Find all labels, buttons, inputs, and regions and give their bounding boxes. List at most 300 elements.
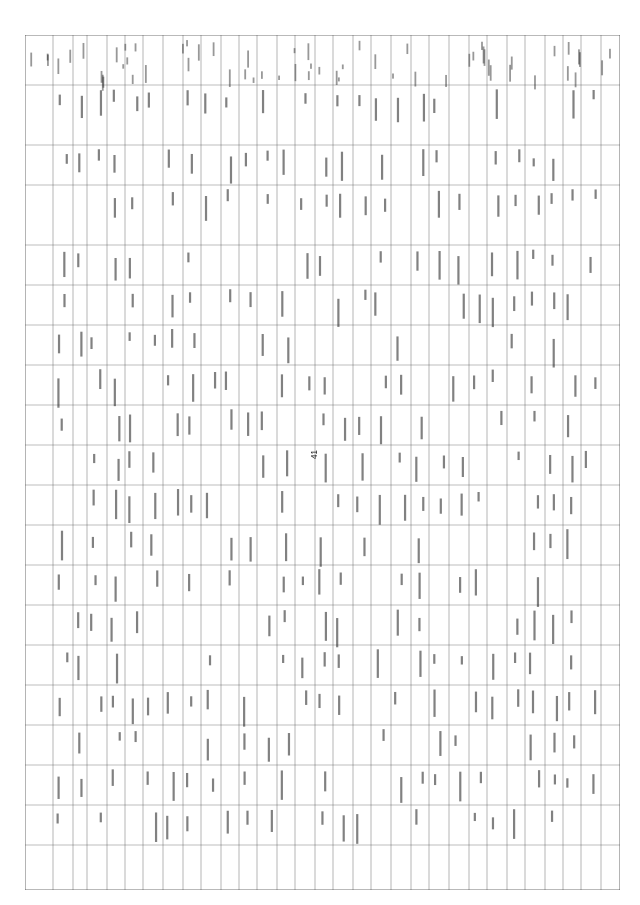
- text-mark: [80, 332, 82, 357]
- text-mark: [250, 537, 252, 562]
- text-mark: [81, 96, 83, 118]
- text-mark: [445, 75, 447, 87]
- text-mark: [365, 196, 367, 215]
- text-mark: [550, 193, 552, 204]
- text-mark: [394, 692, 396, 705]
- text-mark: [131, 197, 133, 209]
- text-mark: [400, 375, 402, 395]
- text-mark: [375, 98, 377, 120]
- text-mark: [114, 379, 116, 406]
- text-mark: [397, 610, 399, 636]
- text-mark: [419, 573, 421, 599]
- text-mark: [406, 44, 408, 54]
- text-mark: [193, 333, 195, 348]
- text-mark: [419, 651, 421, 677]
- text-mark: [154, 493, 156, 519]
- text-mark: [103, 77, 105, 88]
- text-mark: [173, 772, 175, 801]
- text-mark: [496, 89, 498, 119]
- text-mark: [186, 773, 188, 787]
- text-mark: [325, 454, 327, 483]
- text-mark: [533, 533, 535, 551]
- text-mark: [308, 376, 310, 390]
- text-mark: [468, 54, 470, 67]
- text-mark: [513, 296, 515, 311]
- text-mark: [358, 95, 360, 106]
- text-mark: [58, 574, 60, 589]
- text-mark: [322, 413, 324, 425]
- text-mark: [318, 694, 320, 708]
- text-mark: [473, 375, 475, 389]
- text-mark: [511, 334, 513, 348]
- text-mark: [245, 153, 247, 166]
- text-mark: [491, 252, 493, 276]
- text-mark: [570, 655, 572, 669]
- text-mark: [324, 377, 326, 394]
- text-mark: [186, 816, 188, 831]
- text-mark: [336, 71, 338, 85]
- text-mark: [551, 811, 553, 822]
- text-mark: [130, 532, 132, 548]
- text-mark: [116, 654, 118, 684]
- text-mark: [63, 252, 65, 277]
- text-mark: [491, 697, 493, 720]
- text-mark: [461, 656, 463, 664]
- text-mark: [212, 778, 214, 791]
- text-mark: [191, 154, 193, 174]
- text-mark: [119, 732, 121, 740]
- text-mark: [152, 452, 154, 472]
- text-mark: [80, 779, 82, 797]
- text-mark: [305, 690, 307, 705]
- text-mark: [337, 299, 339, 327]
- text-mark: [320, 537, 322, 566]
- text-mark: [477, 492, 479, 501]
- text-mark: [90, 614, 92, 631]
- text-mark: [568, 692, 570, 710]
- text-mark: [422, 497, 424, 511]
- text-mark: [457, 256, 459, 284]
- text-mark: [340, 573, 342, 585]
- text-mark: [307, 43, 309, 60]
- text-mark: [59, 95, 61, 106]
- text-mark: [318, 569, 320, 594]
- text-mark: [341, 152, 343, 181]
- text-mark: [361, 453, 363, 480]
- text-mark: [261, 71, 263, 79]
- text-mark: [418, 538, 420, 563]
- text-mark: [302, 577, 304, 586]
- text-mark: [167, 375, 169, 385]
- text-mark: [374, 292, 376, 315]
- text-mark: [533, 411, 535, 422]
- text-mark: [552, 159, 554, 181]
- text-mark: [459, 772, 461, 802]
- text-mark: [553, 494, 555, 510]
- text-mark: [262, 90, 264, 113]
- text-mark: [283, 577, 285, 593]
- text-mark: [374, 54, 376, 69]
- text-mark: [122, 64, 124, 68]
- text-mark: [492, 654, 494, 680]
- text-mark: [115, 490, 117, 519]
- text-mark: [126, 57, 128, 64]
- text-mark: [338, 654, 340, 667]
- text-mark: [336, 618, 338, 647]
- text-mark: [116, 47, 118, 62]
- text-mark: [117, 459, 119, 481]
- text-mark: [359, 41, 361, 51]
- text-mark: [243, 772, 245, 785]
- text-mark: [344, 418, 346, 441]
- text-mark: [379, 495, 381, 525]
- text-mark: [418, 618, 420, 631]
- text-mark: [531, 292, 533, 306]
- text-mark: [77, 656, 79, 680]
- text-mark: [364, 290, 366, 300]
- text-mark: [435, 150, 437, 162]
- text-mark: [532, 691, 534, 714]
- text-mark: [66, 653, 68, 663]
- text-mark: [147, 771, 149, 784]
- text-mark: [132, 294, 134, 308]
- text-mark: [567, 66, 569, 81]
- text-mark: [573, 735, 575, 748]
- text-mark: [128, 451, 130, 468]
- text-mark: [98, 149, 100, 160]
- text-mark: [110, 618, 112, 642]
- text-mark: [229, 289, 231, 302]
- text-mark: [495, 151, 497, 164]
- text-mark: [278, 76, 280, 80]
- text-mark: [601, 60, 603, 75]
- text-mark: [400, 777, 402, 803]
- text-mark: [168, 150, 170, 168]
- text-mark: [422, 772, 424, 784]
- text-mark: [186, 40, 188, 46]
- text-mark: [294, 64, 296, 81]
- text-mark: [77, 253, 79, 267]
- text-mark: [592, 774, 594, 794]
- text-mark: [261, 411, 263, 430]
- text-mark: [190, 696, 192, 706]
- text-mark: [253, 77, 255, 82]
- text-mark: [166, 816, 168, 840]
- text-mark: [490, 65, 492, 81]
- text-mark: [566, 529, 568, 559]
- text-mark: [337, 494, 339, 507]
- text-mark: [63, 294, 65, 307]
- text-mark: [497, 195, 499, 216]
- text-mark: [443, 455, 445, 468]
- text-mark: [188, 58, 190, 71]
- text-mark: [148, 93, 150, 108]
- text-mark: [132, 75, 134, 84]
- text-mark: [171, 295, 173, 318]
- text-mark: [509, 65, 511, 82]
- text-mark: [549, 455, 551, 474]
- text-mark: [594, 377, 596, 389]
- text-mark: [112, 696, 114, 708]
- text-mark: [423, 94, 425, 122]
- text-mark: [462, 457, 464, 477]
- text-mark: [207, 739, 209, 761]
- text-mark: [484, 49, 486, 66]
- text-mark: [454, 735, 456, 746]
- text-mark: [433, 690, 435, 717]
- text-mark: [438, 191, 440, 218]
- text-mark: [204, 93, 206, 113]
- text-mark: [155, 812, 157, 842]
- text-mark: [281, 491, 283, 513]
- text-mark: [574, 375, 576, 396]
- text-mark: [69, 50, 71, 63]
- text-mark: [324, 771, 326, 791]
- text-mark: [556, 696, 558, 721]
- text-mark: [533, 611, 535, 641]
- text-mark: [549, 534, 551, 548]
- text-mark: [492, 817, 494, 829]
- text-mark: [554, 774, 556, 784]
- text-mark: [78, 733, 80, 754]
- text-mark: [534, 75, 536, 89]
- text-mark: [118, 416, 120, 441]
- text-mark: [553, 339, 555, 368]
- text-mark: [532, 250, 534, 259]
- text-mark: [100, 696, 102, 711]
- text-mark: [249, 292, 251, 307]
- text-mark: [187, 253, 189, 263]
- text-mark: [287, 337, 289, 363]
- text-mark: [225, 372, 227, 390]
- text-mark: [397, 98, 399, 122]
- text-mark: [363, 538, 365, 557]
- text-mark: [209, 655, 211, 665]
- text-mark: [77, 612, 79, 628]
- text-mark: [567, 294, 569, 320]
- text-mark: [230, 538, 232, 561]
- text-mark: [472, 52, 474, 61]
- text-mark: [399, 453, 401, 463]
- text-mark: [189, 292, 191, 302]
- text-mark: [301, 658, 303, 679]
- text-mark: [479, 295, 481, 324]
- text-mark: [93, 490, 95, 506]
- text-mark: [247, 50, 249, 67]
- text-mark: [92, 537, 94, 548]
- text-mark: [500, 411, 502, 425]
- text-mark: [530, 735, 532, 761]
- text-mark: [433, 654, 435, 664]
- text-mark: [452, 376, 454, 401]
- text-mark: [246, 811, 248, 825]
- text-mark: [304, 93, 306, 104]
- text-mark: [150, 534, 152, 555]
- text-mark: [286, 450, 288, 476]
- text-mark: [433, 99, 435, 113]
- text-mark: [66, 154, 68, 164]
- text-mark: [585, 451, 587, 468]
- text-mark: [414, 72, 416, 87]
- text-mark: [57, 58, 59, 74]
- text-mark: [385, 376, 387, 389]
- text-mark: [516, 251, 518, 280]
- text-mark: [136, 96, 138, 111]
- text-mark: [551, 255, 553, 266]
- text-mark: [100, 90, 102, 115]
- text-mark: [129, 258, 131, 279]
- text-mark: [480, 772, 482, 783]
- text-mark: [553, 733, 555, 753]
- text-mark: [282, 655, 284, 663]
- text-mark: [113, 155, 115, 173]
- text-mark: [343, 815, 345, 841]
- text-mark: [514, 652, 516, 663]
- text-mark: [300, 198, 302, 210]
- text-mark: [205, 196, 207, 221]
- text-mark: [321, 811, 323, 824]
- text-mark: [284, 610, 286, 622]
- text-mark: [281, 374, 283, 397]
- text-mark: [281, 770, 283, 799]
- text-mark: [567, 415, 569, 437]
- text-mark: [566, 778, 568, 787]
- text-mark: [83, 43, 85, 59]
- text-mark: [538, 196, 540, 215]
- text-mark: [61, 531, 63, 561]
- text-mark: [227, 811, 229, 834]
- text-mark: [511, 57, 513, 70]
- text-mark: [571, 189, 573, 200]
- text-mark: [267, 194, 269, 204]
- text-mark: [61, 419, 63, 431]
- text-mark: [553, 292, 555, 309]
- text-mark: [99, 369, 101, 389]
- text-mark: [306, 253, 308, 279]
- text-mark: [262, 334, 264, 356]
- text-mark: [281, 291, 283, 317]
- text-mark: [458, 194, 460, 210]
- text-mark: [268, 738, 270, 762]
- text-mark: [339, 194, 341, 218]
- text-mark: [124, 44, 126, 51]
- text-mark: [188, 574, 190, 591]
- text-mark: [206, 493, 208, 518]
- table-cell-marks: [30, 40, 611, 844]
- text-mark: [57, 378, 59, 407]
- text-mark: [572, 90, 574, 118]
- text-mark: [401, 574, 403, 585]
- text-mark: [262, 455, 264, 477]
- text-mark: [338, 696, 340, 715]
- text-mark: [595, 189, 597, 198]
- text-mark: [533, 158, 535, 166]
- text-mark: [78, 153, 80, 172]
- text-mark: [384, 199, 386, 212]
- text-mark: [90, 337, 92, 349]
- text-mark: [93, 454, 95, 463]
- text-mark: [514, 195, 516, 206]
- text-mark: [225, 97, 227, 107]
- text-mark: [319, 256, 321, 276]
- text-mark: [380, 251, 382, 262]
- page-number: 41: [309, 450, 319, 459]
- text-mark: [136, 611, 138, 633]
- text-mark: [377, 649, 379, 678]
- text-mark: [434, 774, 436, 785]
- text-mark: [271, 810, 273, 832]
- text-mark: [488, 60, 490, 76]
- text-mark: [285, 533, 287, 561]
- text-mark: [463, 294, 465, 319]
- text-mark: [230, 156, 232, 183]
- text-mark: [198, 44, 200, 60]
- text-mark: [516, 619, 518, 635]
- text-mark: [416, 251, 418, 270]
- text-mark: [593, 90, 595, 99]
- text-mark: [575, 72, 577, 87]
- text-mark: [492, 298, 494, 327]
- text-mark: [422, 149, 424, 176]
- text-mark: [247, 412, 249, 435]
- text-mark: [227, 189, 229, 201]
- text-mark: [517, 689, 519, 706]
- text-mark: [461, 494, 463, 516]
- text-mark: [294, 48, 296, 53]
- text-mark: [192, 374, 194, 402]
- text-mark: [57, 814, 59, 824]
- text-mark: [415, 809, 417, 824]
- text-mark: [47, 55, 49, 66]
- text-mark: [132, 698, 134, 724]
- text-mark: [439, 731, 441, 756]
- text-mark: [156, 570, 158, 586]
- text-mark: [167, 692, 169, 714]
- text-mark: [459, 577, 461, 593]
- text-mark: [114, 198, 116, 218]
- text-mark: [30, 53, 32, 67]
- text-mark: [552, 615, 554, 644]
- text-mark: [396, 336, 398, 360]
- text-mark: [59, 698, 61, 716]
- text-mark: [380, 416, 382, 444]
- text-mark: [554, 46, 556, 56]
- text-mark: [438, 251, 440, 280]
- text-mark: [358, 417, 360, 435]
- text-mark: [288, 733, 290, 755]
- text-mark: [421, 417, 423, 440]
- text-mark: [145, 65, 147, 83]
- text-mark: [182, 44, 184, 54]
- text-mark: [112, 769, 114, 786]
- text-mark: [57, 777, 59, 799]
- text-mark: [100, 813, 102, 823]
- text-mark: [171, 329, 173, 348]
- text-mark: [382, 729, 384, 741]
- text-mark: [440, 498, 442, 513]
- text-mark: [325, 612, 327, 641]
- text-mark: [243, 697, 245, 727]
- text-mark: [114, 258, 116, 281]
- text-mark: [356, 814, 358, 844]
- text-mark: [188, 416, 190, 434]
- text-mark: [94, 575, 96, 585]
- text-mark: [187, 90, 189, 105]
- text-mark: [609, 49, 611, 59]
- text-mark: [213, 42, 215, 56]
- text-mark: [177, 413, 179, 436]
- text-mark: [518, 452, 520, 460]
